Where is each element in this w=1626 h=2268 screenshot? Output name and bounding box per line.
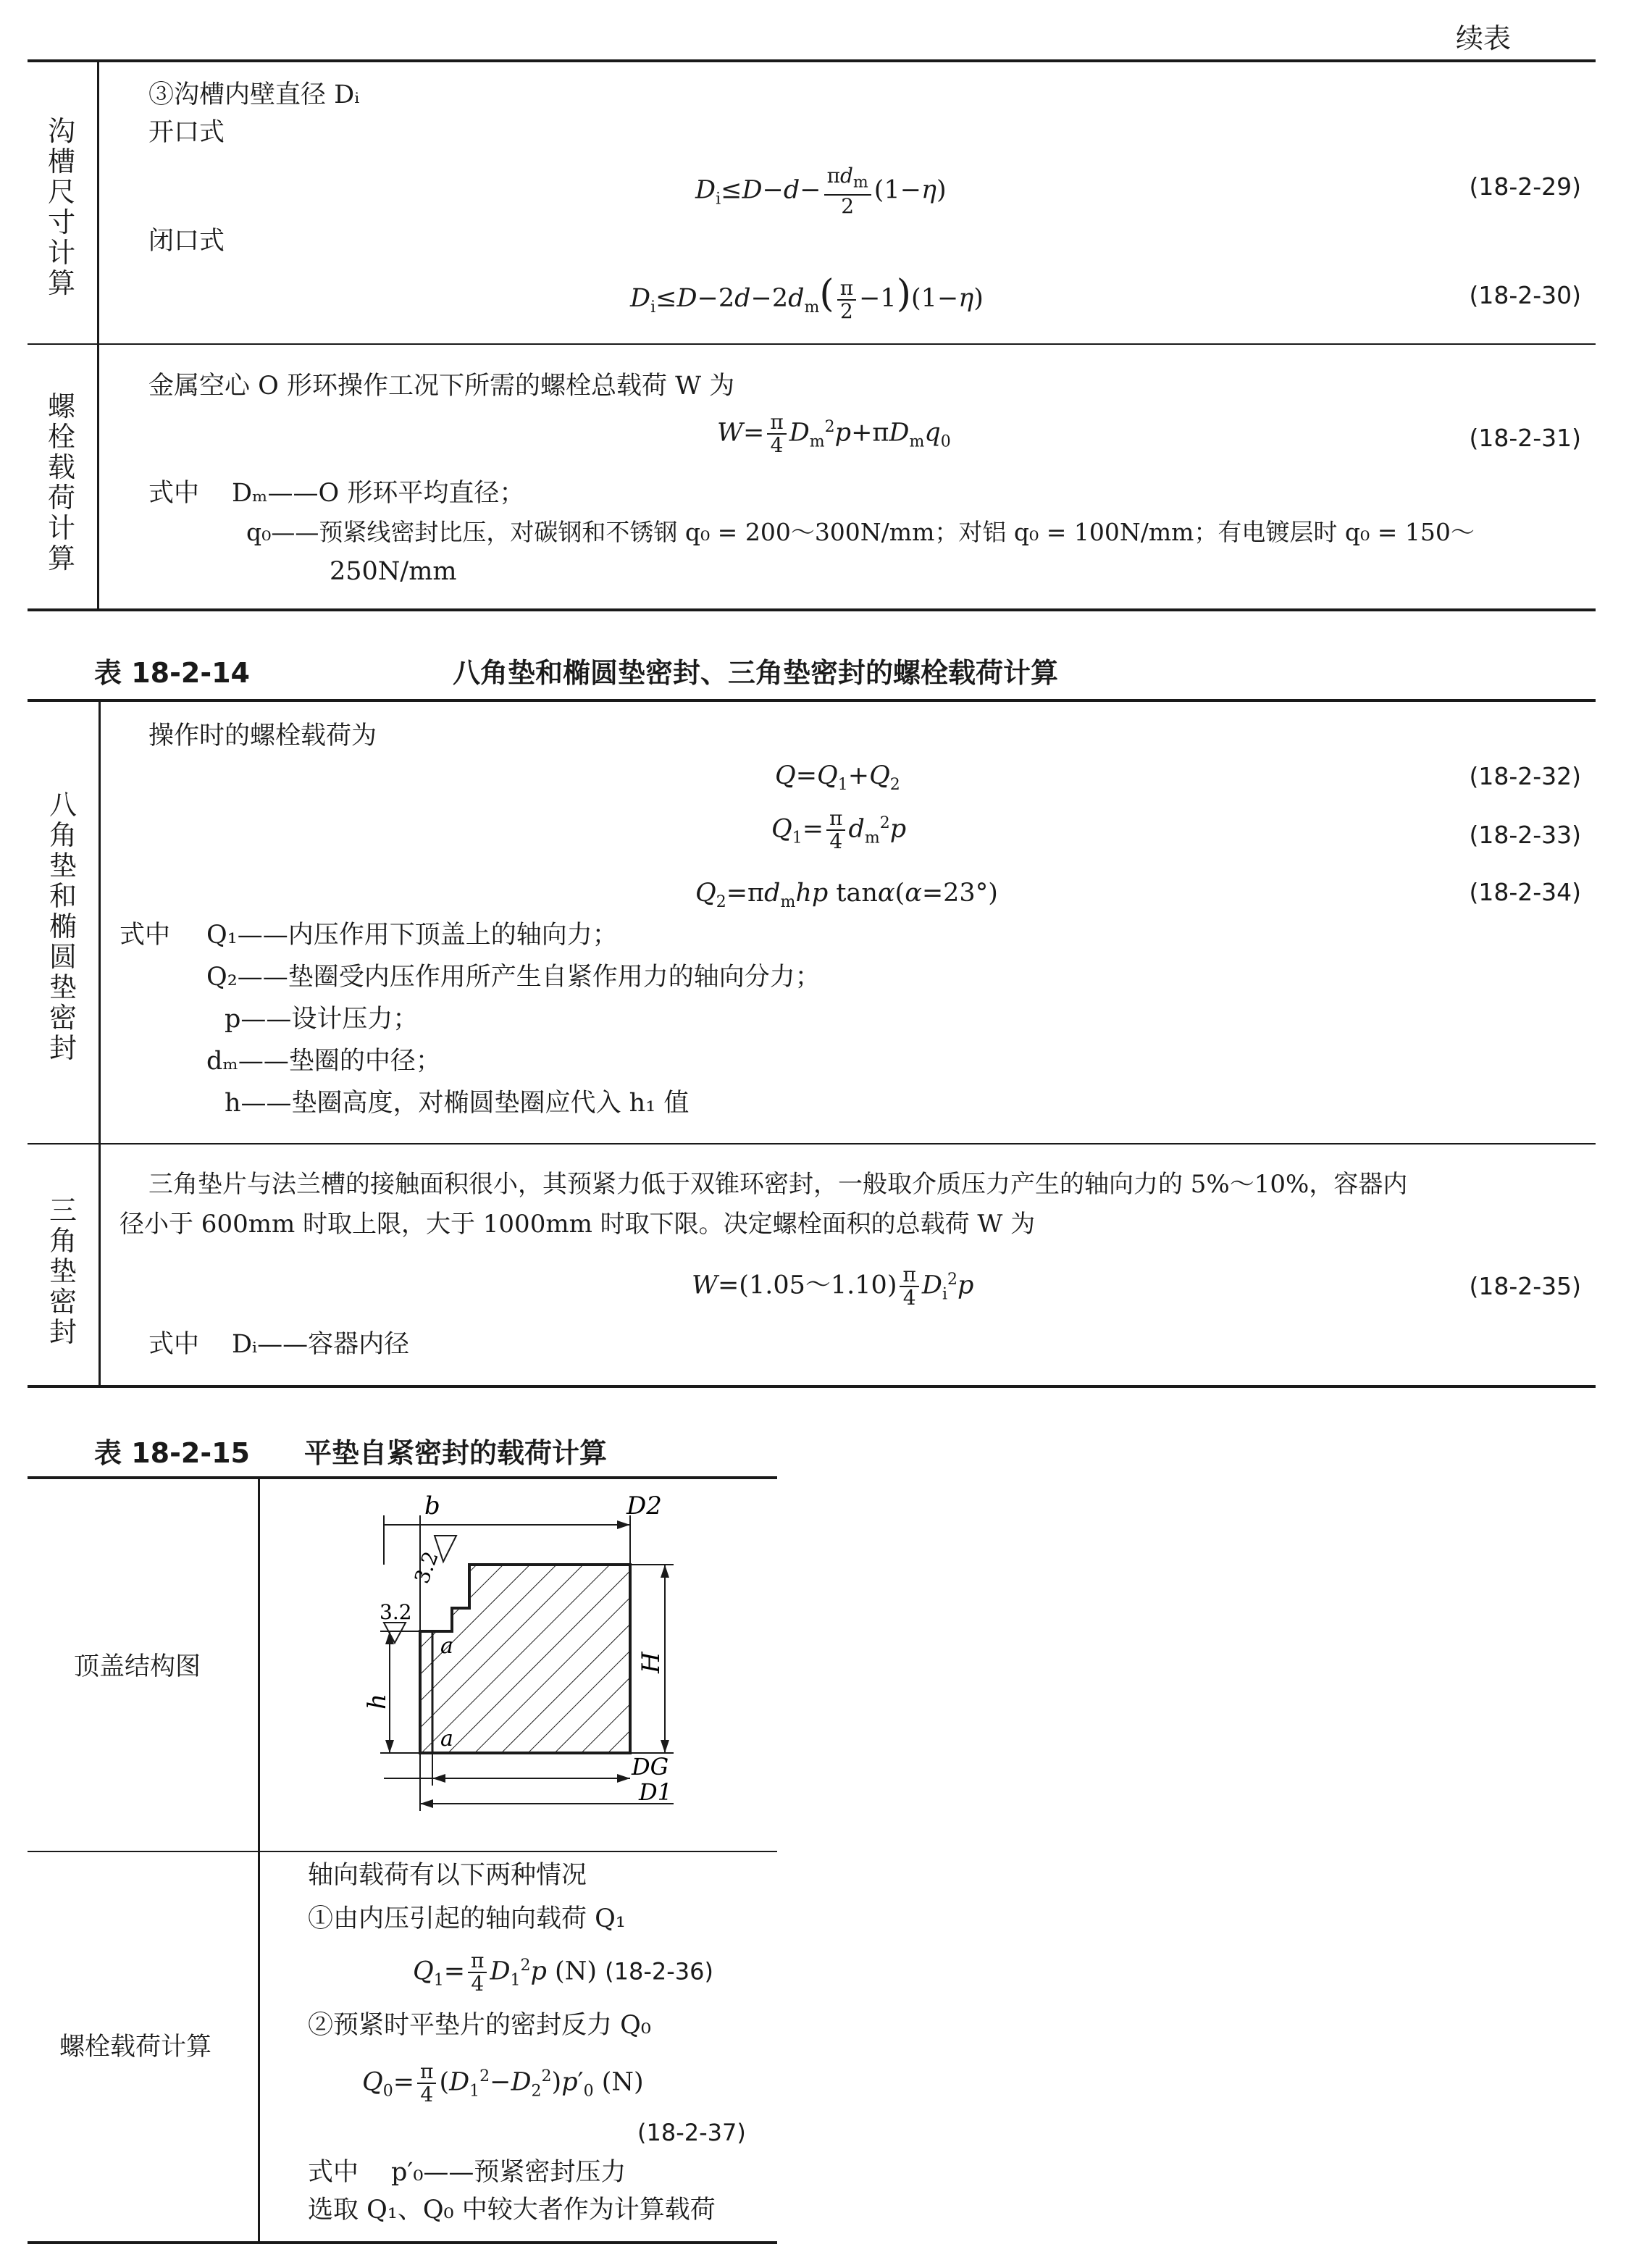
table1-divider-vertical (97, 59, 99, 610)
roughness-label-2: 3.2 (380, 1600, 412, 1624)
table1-bottom-rule (28, 608, 1596, 611)
q1-definition: Q₁——内压作用下顶盖上的轴向力； (206, 921, 618, 950)
eq36-unit: (N) (555, 1957, 597, 1986)
eq-number-30: (18-2-30) (1469, 281, 1581, 309)
dm-gasket-definition: dₘ——垫圈的中径； (206, 1047, 441, 1076)
table14-title: 八角垫和椭圆垫密封、三角垫密封的螺栓载荷计算 (453, 657, 1059, 689)
axial-load-intro: 轴向载荷有以下两种情况 (308, 1861, 587, 1890)
dg-label: DG (632, 1753, 669, 1780)
q0-definition-cont: 250N/mm (330, 557, 457, 586)
eq-number-36: (18-2-36) (605, 1957, 713, 1985)
formula-35: W=(1.05～1.10) $\frac{\pi}{4}$ $D_i^2p$ (692, 1263, 974, 1310)
diagram-row-label: 顶盖结构图 (74, 1652, 201, 1681)
a-label-2: a (440, 1726, 453, 1752)
triangular-paragraph-2: 径小于 600mm 时取上限，大于 1000mm 时取下限。决定螺栓面积的总载荷 W 为 (120, 1210, 1036, 1239)
h-label: h (363, 1694, 392, 1710)
where-label-3: 式中 (148, 1330, 200, 1359)
groove-section-label: 沟 槽 尺 寸 计 算 (47, 115, 75, 299)
table15-bottom-rule (28, 2241, 777, 2244)
formula-32: $Q=Q_1+Q_2$ (775, 761, 900, 794)
closed-type-label: 闭口式 (148, 227, 225, 256)
q0-definition: q₀——预紧线密封比压，对碳钢和不锈钢 q₀ = 200～300N/mm；对铝 q₀ = 100N/mm；有电镀层时 q₀ = 150～ (246, 518, 1475, 546)
roughness-label-1: 3.2 (409, 1548, 443, 1587)
bolt-intro: 金属空心 O 形环操作工况下所需的螺栓总载荷 W 为 (148, 372, 735, 401)
eq-number-37: (18-2-37) (637, 2119, 746, 2146)
octagonal-intro: 操作时的螺栓载荷为 (148, 721, 377, 750)
cover-structure-diagram (362, 1492, 710, 1833)
table14-number: 表 18-2-14 (94, 657, 250, 689)
di-definition: Dᵢ——容器内径 (232, 1330, 410, 1359)
table15-top-rule (28, 1476, 777, 1479)
formula-36: $Q_1=$ $\frac{\pi}{4}$ $D_1^2p$ (N) (18-2-36) (413, 1949, 713, 1996)
formula-29: $D_i\le D-d-$ $\frac{\pi d_m}{2}$ (1−η) (695, 164, 947, 218)
dm-definition: Dₘ——O 形环平均直径； (232, 479, 525, 508)
b-label: b (424, 1492, 440, 1520)
table15-divider-vertical (258, 1476, 260, 2244)
q2-definition: Q₂——垫圈受内压作用所产生自紧作用力的轴向分力； (206, 963, 821, 992)
bolt-load-row-label: 螺栓载荷计算 (59, 2033, 212, 2062)
open-type-label: 开口式 (148, 118, 225, 147)
where-label-4: 式中 (308, 2158, 359, 2187)
eq37-unit: (N) (601, 2067, 644, 2097)
bolt-section-label: 螺 栓 载 荷 计 算 (47, 390, 75, 574)
octagonal-section-label: 八 角 垫 和 椭 圆 垫 密 封 (49, 789, 77, 1064)
p-definition: p——设计压力； (225, 1005, 419, 1034)
table14-top-rule (28, 699, 1596, 702)
table14-bottom-rule (28, 1385, 1596, 1388)
continued-label: 续表 (1456, 22, 1512, 54)
h-definition: h——垫圈高度，对椭圆垫圈应代入 h₁ 值 (225, 1089, 690, 1118)
eq-number-33: (18-2-33) (1469, 821, 1581, 849)
formula-33: $Q_1=$ $\frac{\pi}{4}$ $d_m^2p$ (771, 806, 907, 853)
p0-definition: p′₀——预紧密封压力 (391, 2158, 626, 2187)
formula-34: $Q_2=\pi d_mhp$ tanα(α=23°) (695, 879, 998, 911)
triangular-section-label: 三 角 垫 密 封 (49, 1194, 77, 1348)
table14-divider-vertical (99, 699, 101, 1387)
where-label-2: 式中 (120, 921, 171, 950)
d1-label: D1 (639, 1778, 673, 1806)
H-label: H (637, 1652, 666, 1673)
d2-label: D2 (626, 1492, 662, 1520)
table15-title: 平垫自紧密封的载荷计算 (304, 1437, 608, 1469)
table15-row-divider (28, 1851, 777, 1852)
a-label-1: a (440, 1633, 453, 1659)
item-1-internal-pressure: ①由内压引起的轴向载荷 Q₁ (308, 1904, 626, 1933)
eq-number-31: (18-2-31) (1469, 424, 1581, 452)
eq-number-35: (18-2-35) (1469, 1272, 1581, 1300)
where-label-1: 式中 (148, 479, 200, 508)
item-2-preload-reaction: ②预紧时平垫片的密封反力 Q₀ (308, 2011, 651, 2040)
table1-row-divider (28, 343, 1596, 345)
table14-row-divider (28, 1143, 1596, 1145)
conclusion-text: 选取 Q₁、Q₀ 中较大者作为计算载荷 (308, 2196, 716, 2225)
formula-30: $D_i\le D-2d-2d_m$( $\frac{\pi}{2}$ −1)(1−η) (630, 272, 984, 323)
groove-item-title: ③沟槽内壁直径 Dᵢ (148, 80, 360, 109)
eq-number-32: (18-2-32) (1469, 762, 1581, 790)
formula-31: W= $\frac{\pi}{4}$ $D_m^2p+\pi D_mq_0$ (717, 410, 951, 457)
table15-number: 表 18-2-15 (94, 1437, 250, 1469)
cover-section (420, 1565, 630, 1753)
formula-37: $Q_0=$ $\frac{\pi}{4}$ $(D_1^2-D_2^2)p'_0$ (N) (362, 2059, 644, 2106)
table1-top-rule (28, 59, 1596, 62)
triangular-paragraph-1: 三角垫片与法兰槽的接触面积很小，其预紧力低于双锥环密封，一般取介质压力产生的轴向力的 5%～10%，容器内 (148, 1170, 1408, 1199)
eq-number-34: (18-2-34) (1469, 878, 1581, 906)
eq-number-29: (18-2-29) (1469, 172, 1581, 201)
